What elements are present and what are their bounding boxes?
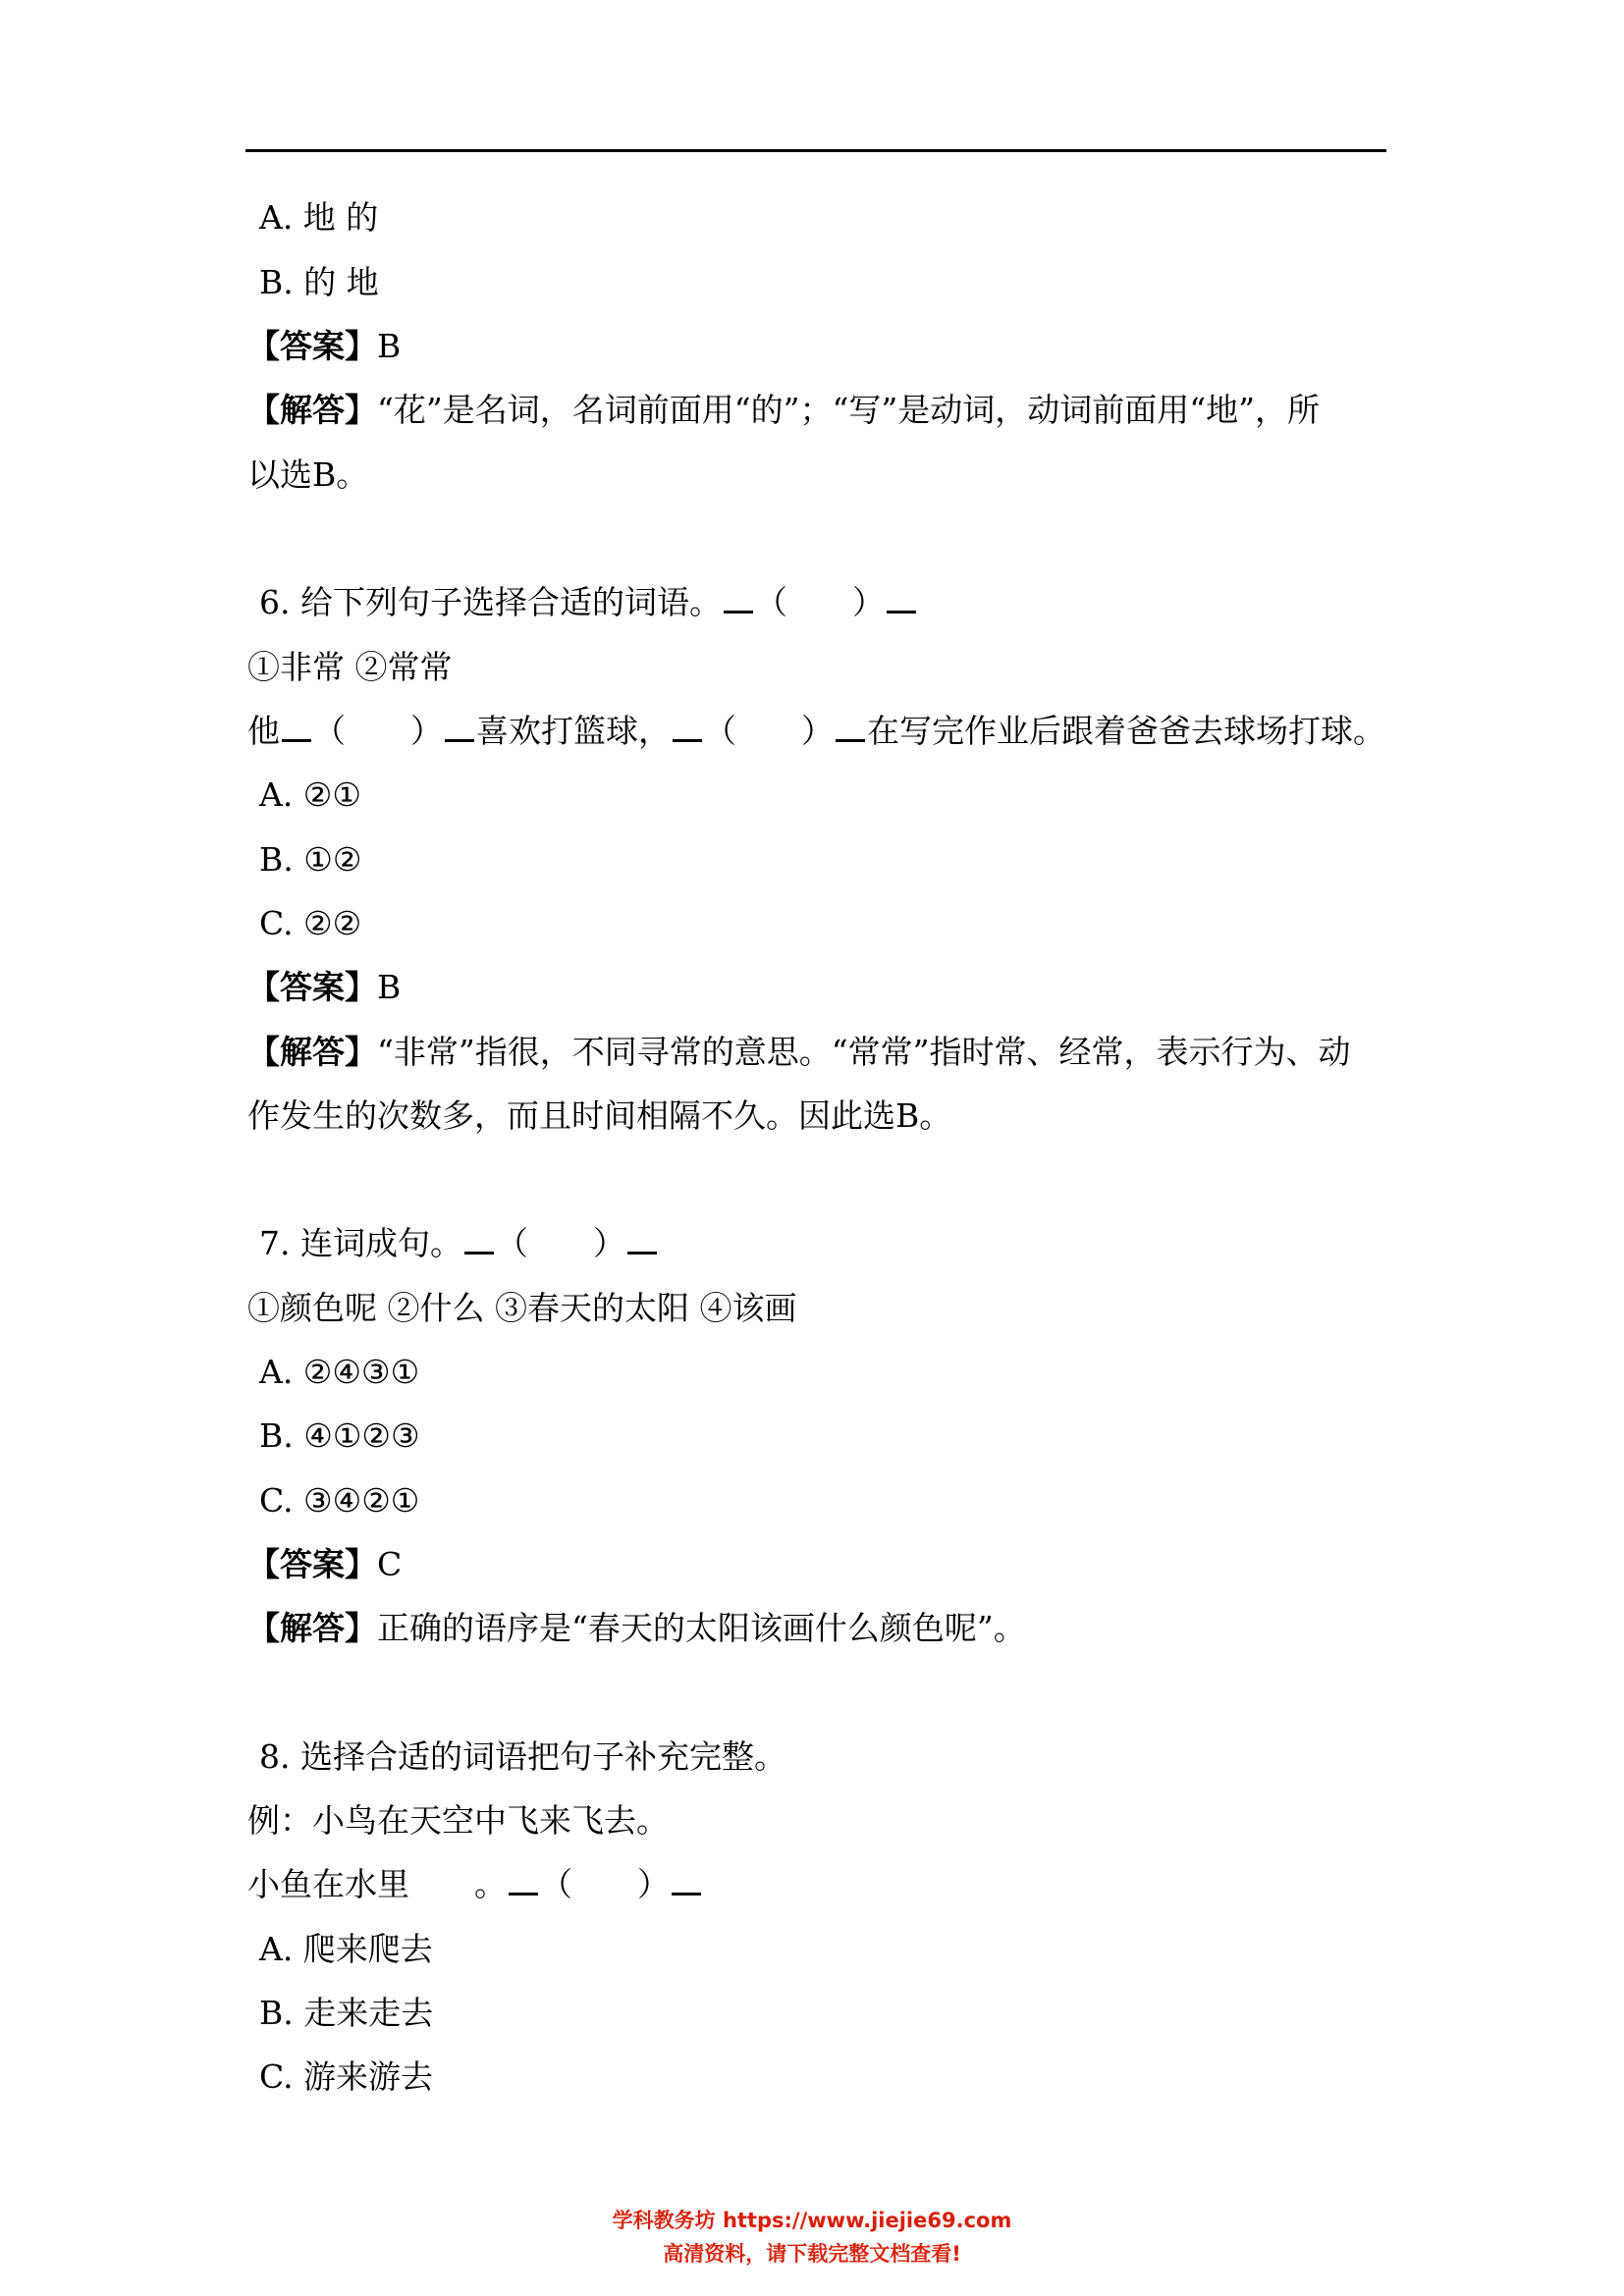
- q7-stem: [259, 1222, 1398, 1265]
- q6-sentence: [247, 710, 1386, 753]
- q6-option-c: C. ②②: [259, 904, 362, 942]
- q7-option-c: C. ③④②①: [259, 1481, 420, 1520]
- q6-answer: [247, 966, 1386, 1009]
- q8-example: 例：小鸟在天空中飞来飞去。: [247, 1801, 669, 1840]
- q8-sentence: [247, 1863, 1386, 1906]
- q6-analysis-line-2: 作发生的次数多，而且时间相隔不久。因此选B。: [247, 1096, 952, 1135]
- blank-underline: [445, 714, 474, 742]
- q5-analysis-line-1: [247, 389, 1386, 432]
- answer-value: C: [377, 1545, 403, 1583]
- q8-sentence-text: 小鱼在水里 。: [247, 1865, 507, 1903]
- q6-choices: ①非常 ②常常: [247, 648, 453, 686]
- header-rule: [245, 149, 1386, 152]
- analysis-label: 【解答】: [247, 391, 377, 429]
- answer-label: 【答案】: [247, 1545, 377, 1583]
- q6-sentence-paren: （ ）: [704, 712, 834, 750]
- analysis-text: “花”是名词，名词前面用“的”；“写”是动词，动词前面用“地”，所: [377, 391, 1320, 429]
- answer-value: B: [377, 968, 402, 1006]
- q8-sentence-paren: （ ）: [540, 1865, 670, 1903]
- analysis-label: 【解答】: [247, 1609, 377, 1647]
- blank-underline: [887, 585, 916, 614]
- q5-answer: [247, 325, 1386, 368]
- blank-underline: [673, 714, 702, 742]
- blank-underline: [836, 714, 865, 742]
- q6-analysis-line-1: [247, 1031, 1386, 1074]
- q6-option-b: B. ①②: [259, 840, 362, 879]
- q8-option-b: B. 走来走去: [259, 1994, 434, 2032]
- analysis-label: 【解答】: [247, 1033, 377, 1071]
- q6-stem: [259, 581, 1398, 624]
- q6-option-a: A. ②①: [259, 775, 361, 814]
- q7-answer: [247, 1543, 1386, 1586]
- q6-sentence-part: 在写完作业后跟着爸爸去球场打球。: [867, 712, 1385, 750]
- q8-option-a: A. 爬来爬去: [259, 1930, 433, 1968]
- q5-option-a: A. 地 的: [259, 198, 379, 237]
- q7-stem-text: 7. 连词成句。: [259, 1224, 462, 1262]
- q6-sentence-part: 喜欢打篮球，: [476, 712, 671, 750]
- footer-download-note: 高清资料，请下载完整文档查看!: [663, 2242, 961, 2266]
- q6-stem-text: 6. 给下列句子选择合适的词语。: [259, 583, 722, 621]
- blank-underline: [672, 1867, 701, 1896]
- q7-stem-paren: （ ）: [495, 1224, 625, 1262]
- q7-option-a: A. ②④③①: [259, 1353, 420, 1391]
- q8-stem: 8. 选择合适的词语把句子补充完整。: [259, 1737, 786, 1776]
- analysis-text: “非常”指很，不同寻常的意思。“常常”指时常、经常，表示行为、动: [377, 1033, 1351, 1071]
- q8-option-c: C. 游来游去: [259, 2057, 434, 2096]
- q5-analysis-line-2: 以选B。: [247, 455, 369, 494]
- blank-underline: [464, 1226, 494, 1255]
- blank-underline: [282, 714, 311, 742]
- q7-words: ①颜色呢 ②什么 ③春天的太阳 ④该画: [247, 1289, 797, 1327]
- blank-underline: [627, 1226, 657, 1255]
- q6-sentence-paren: （ ）: [313, 712, 443, 750]
- answer-label: 【答案】: [247, 327, 377, 365]
- q7-option-b: B. ④①②③: [259, 1416, 420, 1455]
- q6-stem-paren: （ ）: [754, 583, 885, 621]
- analysis-text: 正确的语序是“春天的太阳该画什么颜色呢”。: [377, 1609, 1026, 1647]
- q5-option-b: B. 的 地: [259, 263, 379, 301]
- answer-value: B: [377, 327, 402, 365]
- footer-site-link[interactable]: 学科教务坊 https://www.jiejie69.com: [612, 2209, 1012, 2232]
- answer-label: 【答案】: [247, 968, 377, 1006]
- blank-underline: [509, 1867, 538, 1896]
- q7-analysis: [247, 1607, 1386, 1650]
- blank-underline: [724, 585, 753, 614]
- q6-sentence-part: 他: [247, 712, 280, 750]
